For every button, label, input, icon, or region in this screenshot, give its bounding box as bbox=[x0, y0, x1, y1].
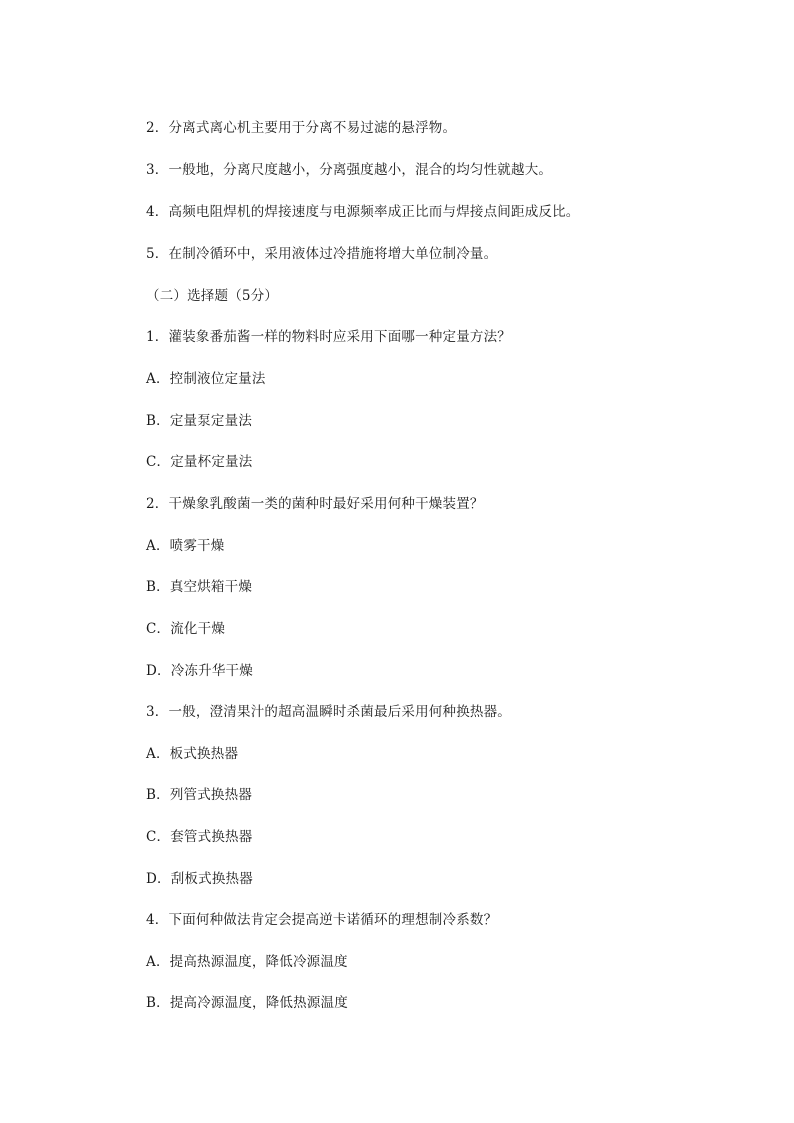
question-1: 1．灌装象番茄酱一样的物料时应采用下面哪一种定量方法？ bbox=[146, 329, 511, 345]
question-2-option-b: B．真空烘箱干燥 bbox=[146, 579, 253, 595]
question-1-option-b: B．定量泵定量法 bbox=[146, 413, 253, 429]
question-3-option-b: B．列管式换热器 bbox=[146, 787, 253, 803]
section-heading-choice: （二）选择题（5分） bbox=[146, 288, 279, 304]
statement-3: 3．一般地，分离尺度越小，分离强度越小，混合的均匀性就越大。 bbox=[146, 162, 553, 178]
question-2-option-a: A．喷雾干燥 bbox=[146, 538, 225, 554]
question-3-option-a: A．板式换热器 bbox=[146, 746, 239, 762]
question-2-option-c: C．流化干燥 bbox=[146, 621, 226, 637]
question-4-option-a: A．提高热源温度，降低冷源温度 bbox=[146, 954, 348, 970]
question-3: 3．一般，澄清果汁的超高温瞬时杀菌最后采用何种换热器。 bbox=[146, 704, 511, 720]
statement-4: 4．高频电阻焊机的焊接速度与电源频率成正比而与焊接点间距成反比。 bbox=[146, 204, 580, 220]
question-4-option-b: B．提高冷源温度，降低热源温度 bbox=[146, 995, 348, 1011]
question-2-option-d: D．冷冻升华干燥 bbox=[146, 663, 253, 679]
question-4: 4．下面何种做法肯定会提高逆卡诺循环的理想制冷系数？ bbox=[146, 912, 498, 928]
question-3-option-d: D．刮板式换热器 bbox=[146, 871, 253, 887]
question-1-option-a: A．控制液位定量法 bbox=[146, 371, 266, 387]
statement-2: 2．分离式离心机主要用于分离不易过滤的悬浮物。 bbox=[146, 120, 457, 136]
question-1-option-c: C．定量杯定量法 bbox=[146, 454, 253, 470]
question-3-option-c: C．套管式换热器 bbox=[146, 829, 253, 845]
question-2: 2．干燥象乳酸菌一类的菌种时最好采用何种干燥装置？ bbox=[146, 496, 484, 512]
statement-5: 5．在制冷循环中，采用液体过冷措施将增大单位制冷量。 bbox=[146, 246, 498, 262]
